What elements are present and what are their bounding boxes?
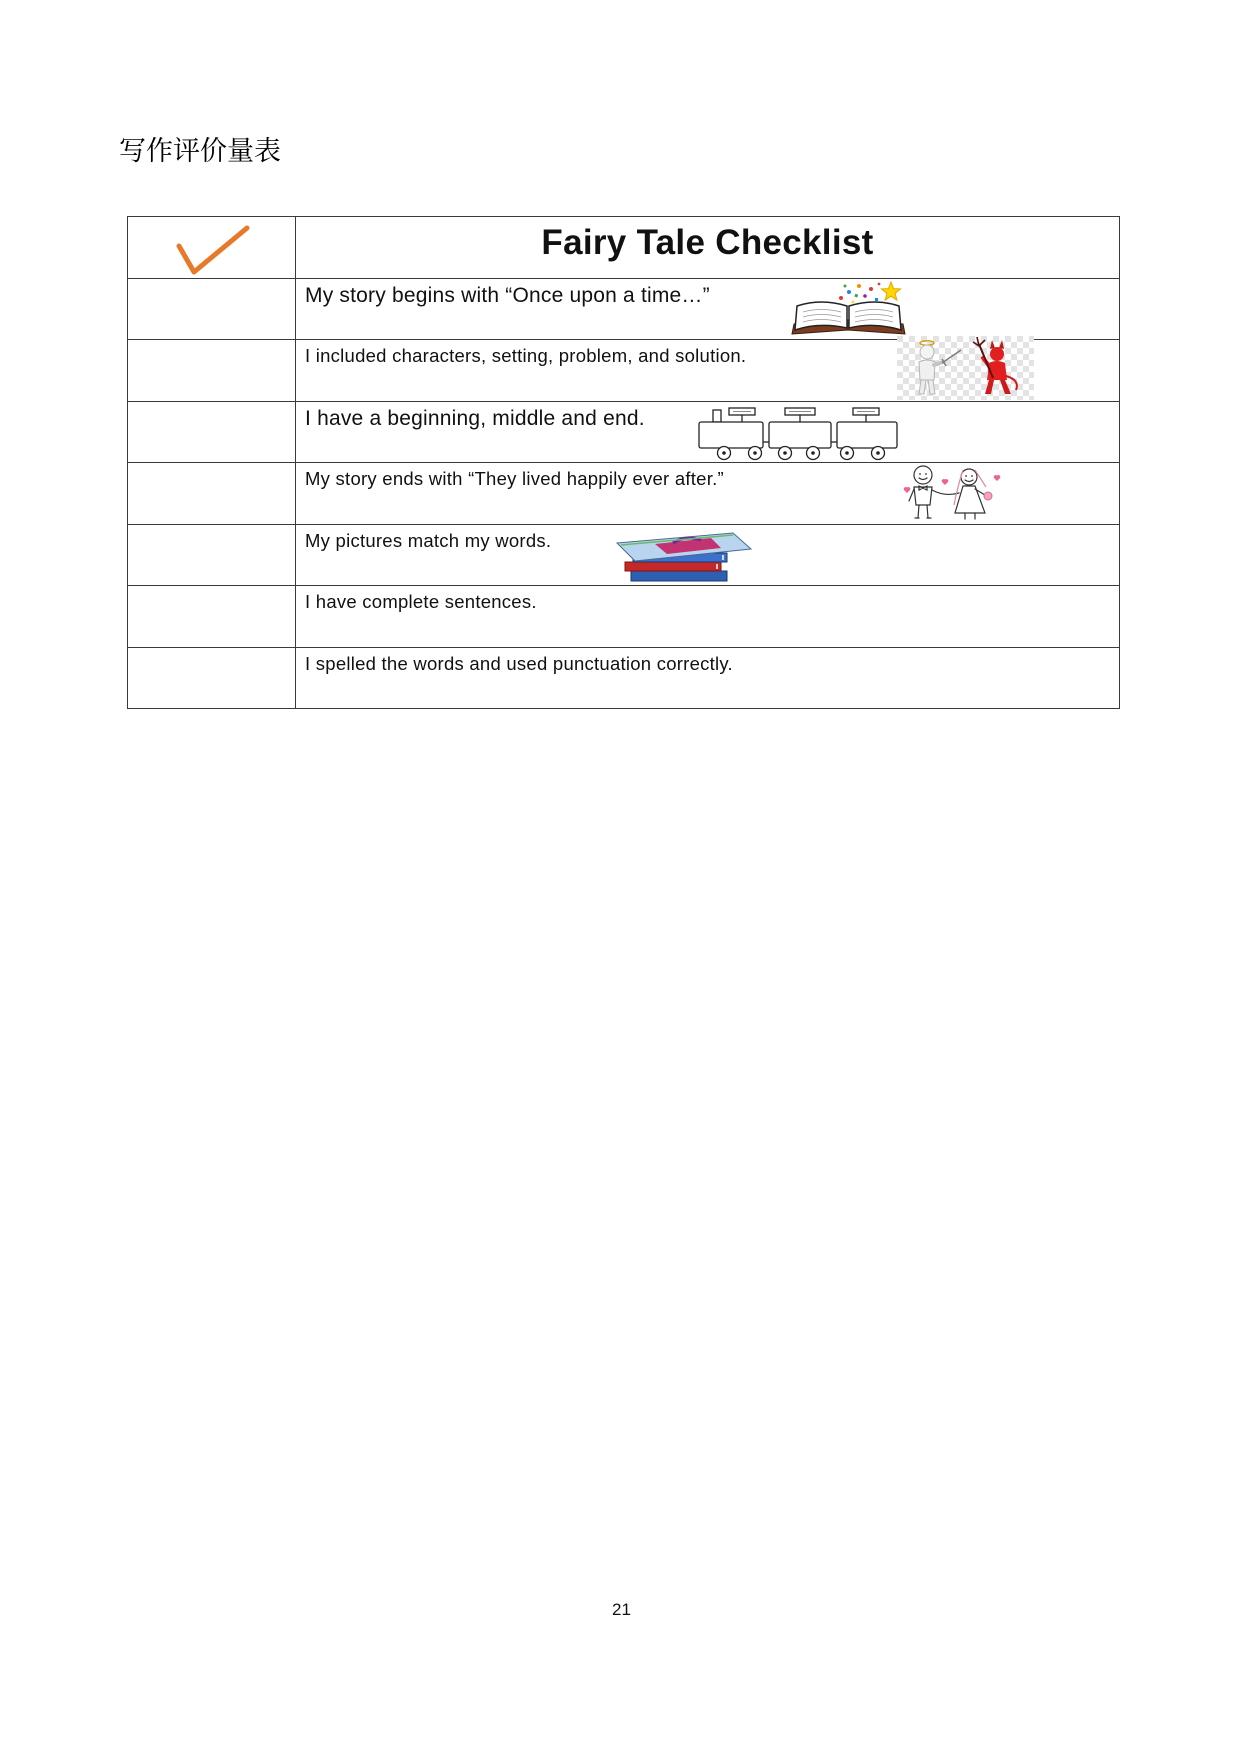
train-icon	[693, 406, 901, 462]
checklist-row	[128, 647, 1120, 709]
checklist-row	[128, 586, 1120, 648]
fairy-tale-checklist-table	[127, 216, 1120, 709]
page-number: 21	[612, 1600, 631, 1619]
checklist-tick-box	[128, 401, 296, 463]
header-check-cell	[128, 217, 296, 279]
checklist-item-text: I have complete sentences.	[305, 591, 537, 612]
checklist-tick-box	[128, 647, 296, 709]
checklist-item	[296, 340, 1120, 402]
checklist-item	[296, 647, 1120, 709]
checklist-item	[296, 524, 1120, 586]
checklist-item-text: I included characters, setting, problem, and solution.	[305, 345, 747, 366]
checklist-tick-box	[128, 340, 296, 402]
checklist-header-row	[128, 217, 1120, 279]
checklist-row	[128, 278, 1120, 340]
checklist-row	[128, 524, 1120, 586]
checklist-row	[128, 401, 1120, 463]
checklist-item-text: My story begins with “Once upon a time…”	[305, 283, 710, 307]
check-mark-icon	[168, 221, 258, 277]
bride-groom-icon	[901, 463, 1011, 521]
angel-devil-icon	[897, 336, 1034, 400]
checklist-item-text: My story ends with “They lived happily ever after.”	[305, 468, 724, 489]
checklist-row	[128, 340, 1120, 402]
checklist-item	[296, 401, 1120, 463]
checklist-tick-box	[128, 278, 296, 340]
checklist-tick-box	[128, 586, 296, 648]
checklist-item	[296, 278, 1120, 340]
open-book-star-icon	[789, 280, 908, 336]
checklist-item	[296, 586, 1120, 648]
checklist-title: Fairy Tale Checklist	[296, 217, 1120, 279]
checklist-row	[128, 463, 1120, 525]
book-stack-icon	[615, 531, 753, 583]
checklist-item-text: My pictures match my words.	[305, 529, 552, 551]
page-heading: 写作评价量表	[119, 136, 281, 167]
checklist-tick-box	[128, 524, 296, 586]
checklist-item-text: I have a beginning, middle and end.	[305, 406, 645, 430]
checklist-item-text: I spelled the words and used punctuation correctly.	[305, 652, 733, 674]
checklist-item	[296, 463, 1120, 525]
checklist-tick-box	[128, 463, 296, 525]
